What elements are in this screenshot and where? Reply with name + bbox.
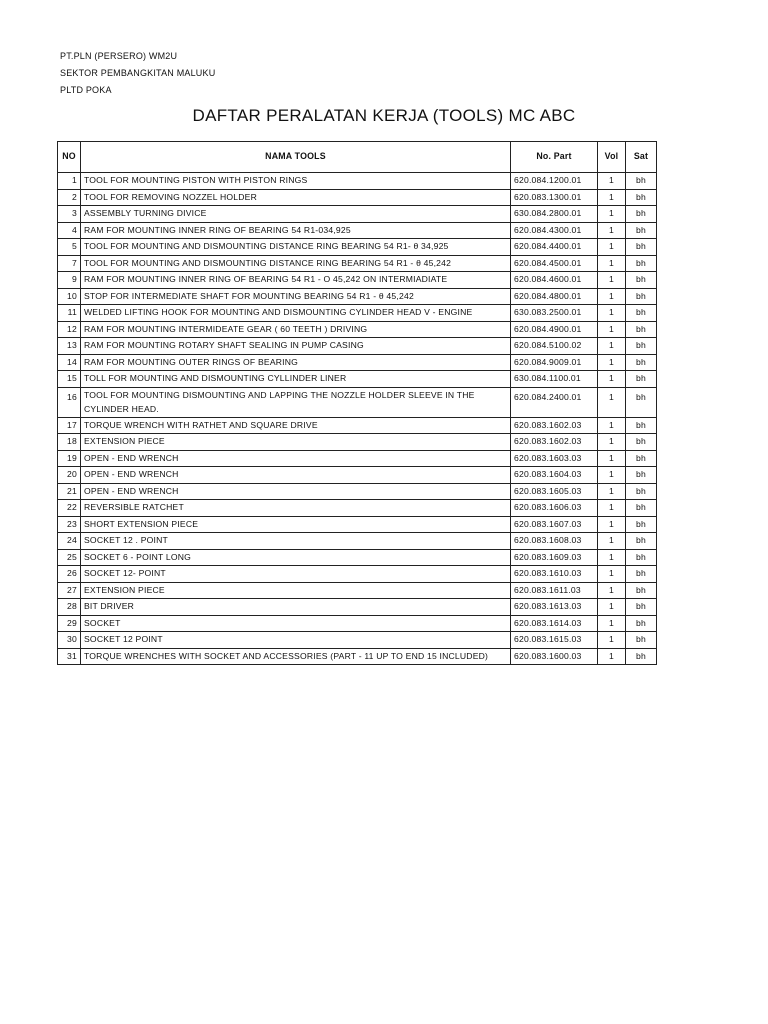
cell-part: 620.083.1300.01 (511, 189, 598, 206)
company-header (60, 48, 215, 99)
cell-sat: bh (626, 354, 657, 371)
cell-sat: bh (626, 533, 657, 550)
cell-vol: 1 (598, 354, 626, 371)
table-body (58, 173, 657, 665)
table-row (58, 483, 657, 500)
cell-part: 620.084.1200.01 (511, 173, 598, 190)
cell-name: SOCKET 12 . POINT (81, 533, 511, 550)
cell-vol: 1 (598, 206, 626, 223)
cell-part: 630.083.2500.01 (511, 305, 598, 322)
cell-name: RAM FOR MOUNTING ROTARY SHAFT SEALING IN PUMP CASING (81, 338, 511, 355)
cell-name: REVERSIBLE RATCHET (81, 500, 511, 517)
cell-part: 620.083.1607.03 (511, 516, 598, 533)
cell-part: 620.083.1614.03 (511, 615, 598, 632)
cell-no: 30 (58, 632, 81, 649)
cell-part: 620.084.4800.01 (511, 288, 598, 305)
table-row (58, 288, 657, 305)
cell-part: 630.084.1100.01 (511, 371, 598, 388)
cell-vol: 1 (598, 189, 626, 206)
cell-vol: 1 (598, 467, 626, 484)
cell-vol: 1 (598, 615, 626, 632)
cell-sat: bh (626, 417, 657, 434)
table-row (58, 173, 657, 190)
cell-no: 31 (58, 648, 81, 665)
cell-no: 20 (58, 467, 81, 484)
cell-no: 26 (58, 566, 81, 583)
table-row (58, 500, 657, 517)
cell-no: 4 (58, 222, 81, 239)
cell-no: 3 (58, 206, 81, 223)
cell-sat: bh (626, 338, 657, 355)
cell-part: 620.084.2400.01 (511, 387, 598, 417)
cell-sat: bh (626, 371, 657, 388)
cell-sat: bh (626, 615, 657, 632)
cell-name: RAM FOR MOUNTING OUTER RINGS OF BEARING (81, 354, 511, 371)
table-row (58, 354, 657, 371)
table-row (58, 321, 657, 338)
cell-vol: 1 (598, 434, 626, 451)
cell-vol: 1 (598, 255, 626, 272)
cell-vol: 1 (598, 566, 626, 583)
sector-name: SEKTOR PEMBANGKITAN MALUKU (60, 68, 216, 78)
table-row (58, 338, 657, 355)
cell-sat: bh (626, 582, 657, 599)
page-title: DAFTAR PERALATAN KERJA (TOOLS) MC ABC (192, 106, 576, 125)
cell-no: 9 (58, 272, 81, 289)
cell-sat: bh (626, 222, 657, 239)
cell-name: OPEN - END WRENCH (81, 483, 511, 500)
column-header-sat: Sat (626, 142, 657, 173)
cell-name: OPEN - END WRENCH (81, 450, 511, 467)
cell-sat: bh (626, 549, 657, 566)
table-row (58, 206, 657, 223)
cell-sat: bh (626, 387, 657, 417)
cell-sat: bh (626, 321, 657, 338)
cell-name: TOOL FOR MOUNTING DISMOUNTING AND LAPPING THE NOZZLE HOLDER SLEEVE IN THE CYLINDER HEAD. (81, 387, 511, 417)
cell-no: 5 (58, 239, 81, 256)
cell-name: WELDED LIFTING HOOK FOR MOUNTING AND DISMOUNTING CYLINDER HEAD V - ENGINE (81, 305, 511, 322)
cell-no: 15 (58, 371, 81, 388)
cell-name: STOP FOR INTERMEDIATE SHAFT FOR MOUNTING BEARING 54 R1 - θ 45,242 (81, 288, 511, 305)
column-header-part: No. Part (511, 142, 598, 173)
cell-sat: bh (626, 206, 657, 223)
table-row (58, 467, 657, 484)
cell-name: TORQUE WRENCHES WITH SOCKET AND ACCESSORIES (PART - 11 UP TO END 15 INCLUDED) (81, 648, 511, 665)
company-name: PT.PLN (PERSERO) WM2U (60, 51, 178, 61)
cell-vol: 1 (598, 173, 626, 190)
table-row (58, 549, 657, 566)
table-row (58, 516, 657, 533)
cell-vol: 1 (598, 582, 626, 599)
table-row (58, 189, 657, 206)
table-row (58, 387, 657, 417)
cell-name: TOOL FOR MOUNTING AND DISMOUNTING DISTANCE RING BEARING 54 R1- θ 34,925 (81, 239, 511, 256)
cell-sat: bh (626, 173, 657, 190)
cell-vol: 1 (598, 599, 626, 616)
table-row (58, 239, 657, 256)
cell-part: 620.083.1615.03 (511, 632, 598, 649)
cell-no: 12 (58, 321, 81, 338)
cell-part: 620.083.1610.03 (511, 566, 598, 583)
cell-vol: 1 (598, 305, 626, 322)
cell-part: 620.084.4400.01 (511, 239, 598, 256)
cell-part: 620.084.4500.01 (511, 255, 598, 272)
column-header-name: NAMA TOOLS (81, 142, 511, 173)
cell-vol: 1 (598, 338, 626, 355)
cell-vol: 1 (598, 222, 626, 239)
cell-vol: 1 (598, 450, 626, 467)
cell-sat: bh (626, 516, 657, 533)
cell-name: RAM FOR MOUNTING INNER RING OF BEARING 54 R1 - O 45,242 ON INTERMIADIATE (81, 272, 511, 289)
table-row (58, 434, 657, 451)
cell-part: 620.083.1611.03 (511, 582, 598, 599)
cell-no: 11 (58, 305, 81, 322)
cell-part: 620.083.1605.03 (511, 483, 598, 500)
cell-name: SHORT EXTENSION PIECE (81, 516, 511, 533)
column-header-vol: Vol (598, 142, 626, 173)
cell-vol: 1 (598, 272, 626, 289)
cell-name: TOOL FOR MOUNTING PISTON WITH PISTON RINGS (81, 173, 511, 190)
cell-part: 620.083.1606.03 (511, 500, 598, 517)
cell-part: 620.084.4600.01 (511, 272, 598, 289)
cell-part: 620.084.4300.01 (511, 222, 598, 239)
table-header-row (58, 142, 657, 173)
cell-sat: bh (626, 434, 657, 451)
cell-name: TORQUE WRENCH WITH RATHET AND SQUARE DRIVE (81, 417, 511, 434)
cell-name: TOOL FOR MOUNTING AND DISMOUNTING DISTANCE RING BEARING 54 R1 - θ 45,242 (81, 255, 511, 272)
cell-sat: bh (626, 272, 657, 289)
cell-part: 620.084.9009.01 (511, 354, 598, 371)
cell-vol: 1 (598, 648, 626, 665)
table-row (58, 533, 657, 550)
table-row (58, 566, 657, 583)
cell-vol: 1 (598, 549, 626, 566)
table-row (58, 599, 657, 616)
cell-vol: 1 (598, 417, 626, 434)
cell-part: 620.083.1613.03 (511, 599, 598, 616)
cell-part: 620.083.1609.03 (511, 549, 598, 566)
cell-no: 28 (58, 599, 81, 616)
cell-no: 7 (58, 255, 81, 272)
table-row (58, 255, 657, 272)
cell-no: 29 (58, 615, 81, 632)
cell-no: 24 (58, 533, 81, 550)
table-row (58, 450, 657, 467)
cell-name: SOCKET (81, 615, 511, 632)
table-row (58, 417, 657, 434)
cell-sat: bh (626, 632, 657, 649)
cell-sat: bh (626, 467, 657, 484)
cell-name: SOCKET 12- POINT (81, 566, 511, 583)
cell-vol: 1 (598, 239, 626, 256)
cell-no: 16 (58, 387, 81, 417)
cell-part: 620.083.1600.03 (511, 648, 598, 665)
cell-part: 620.084.5100.02 (511, 338, 598, 355)
cell-no: 2 (58, 189, 81, 206)
cell-no: 19 (58, 450, 81, 467)
plant-name: PLTD POKA (60, 85, 112, 95)
cell-no: 17 (58, 417, 81, 434)
cell-no: 25 (58, 549, 81, 566)
column-header-no: NO (58, 142, 81, 173)
cell-sat: bh (626, 189, 657, 206)
cell-name: TOOL FOR REMOVING NOZZEL HOLDER (81, 189, 511, 206)
cell-name: RAM FOR MOUNTING INTERMIDEATE GEAR ( 60 TEETH ) DRIVING (81, 321, 511, 338)
cell-sat: bh (626, 483, 657, 500)
cell-name: BIT DRIVER (81, 599, 511, 616)
cell-part: 620.083.1603.03 (511, 450, 598, 467)
cell-sat: bh (626, 500, 657, 517)
cell-name: EXTENSION PIECE (81, 582, 511, 599)
cell-no: 13 (58, 338, 81, 355)
cell-vol: 1 (598, 483, 626, 500)
cell-no: 22 (58, 500, 81, 517)
cell-name: SOCKET 12 POINT (81, 632, 511, 649)
table-row (58, 632, 657, 649)
cell-part: 620.083.1608.03 (511, 533, 598, 550)
cell-no: 18 (58, 434, 81, 451)
cell-vol: 1 (598, 387, 626, 417)
cell-vol: 1 (598, 632, 626, 649)
cell-sat: bh (626, 305, 657, 322)
table-row (58, 371, 657, 388)
cell-part: 620.084.4900.01 (511, 321, 598, 338)
cell-sat: bh (626, 599, 657, 616)
cell-part: 620.083.1602.03 (511, 434, 598, 451)
table-row (58, 272, 657, 289)
cell-name: ASSEMBLY TURNING DIVICE (81, 206, 511, 223)
table-row (58, 648, 657, 665)
cell-vol: 1 (598, 371, 626, 388)
cell-sat: bh (626, 450, 657, 467)
cell-vol: 1 (598, 500, 626, 517)
cell-name: SOCKET 6 - POINT LONG (81, 549, 511, 566)
cell-vol: 1 (598, 516, 626, 533)
cell-sat: bh (626, 239, 657, 256)
cell-name: RAM FOR MOUNTING INNER RING OF BEARING 54 R1-034,925 (81, 222, 511, 239)
cell-sat: bh (626, 288, 657, 305)
cell-no: 21 (58, 483, 81, 500)
table-row (58, 222, 657, 239)
cell-name: OPEN - END WRENCH (81, 467, 511, 484)
cell-sat: bh (626, 566, 657, 583)
table-row (58, 582, 657, 599)
cell-vol: 1 (598, 533, 626, 550)
cell-sat: bh (626, 255, 657, 272)
cell-no: 27 (58, 582, 81, 599)
cell-part: 630.084.2800.01 (511, 206, 598, 223)
cell-vol: 1 (598, 321, 626, 338)
table-row (58, 305, 657, 322)
cell-no: 23 (58, 516, 81, 533)
cell-part: 620.083.1604.03 (511, 467, 598, 484)
cell-name: EXTENSION PIECE (81, 434, 511, 451)
table-row (58, 615, 657, 632)
cell-no: 14 (58, 354, 81, 371)
cell-name: TOLL FOR MOUNTING AND DISMOUNTING CYLLINDER LINER (81, 371, 511, 388)
cell-vol: 1 (598, 288, 626, 305)
cell-part: 620.083.1602.03 (511, 417, 598, 434)
tools-table (57, 141, 657, 665)
cell-sat: bh (626, 648, 657, 665)
cell-no: 1 (58, 173, 81, 190)
cell-no: 10 (58, 288, 81, 305)
